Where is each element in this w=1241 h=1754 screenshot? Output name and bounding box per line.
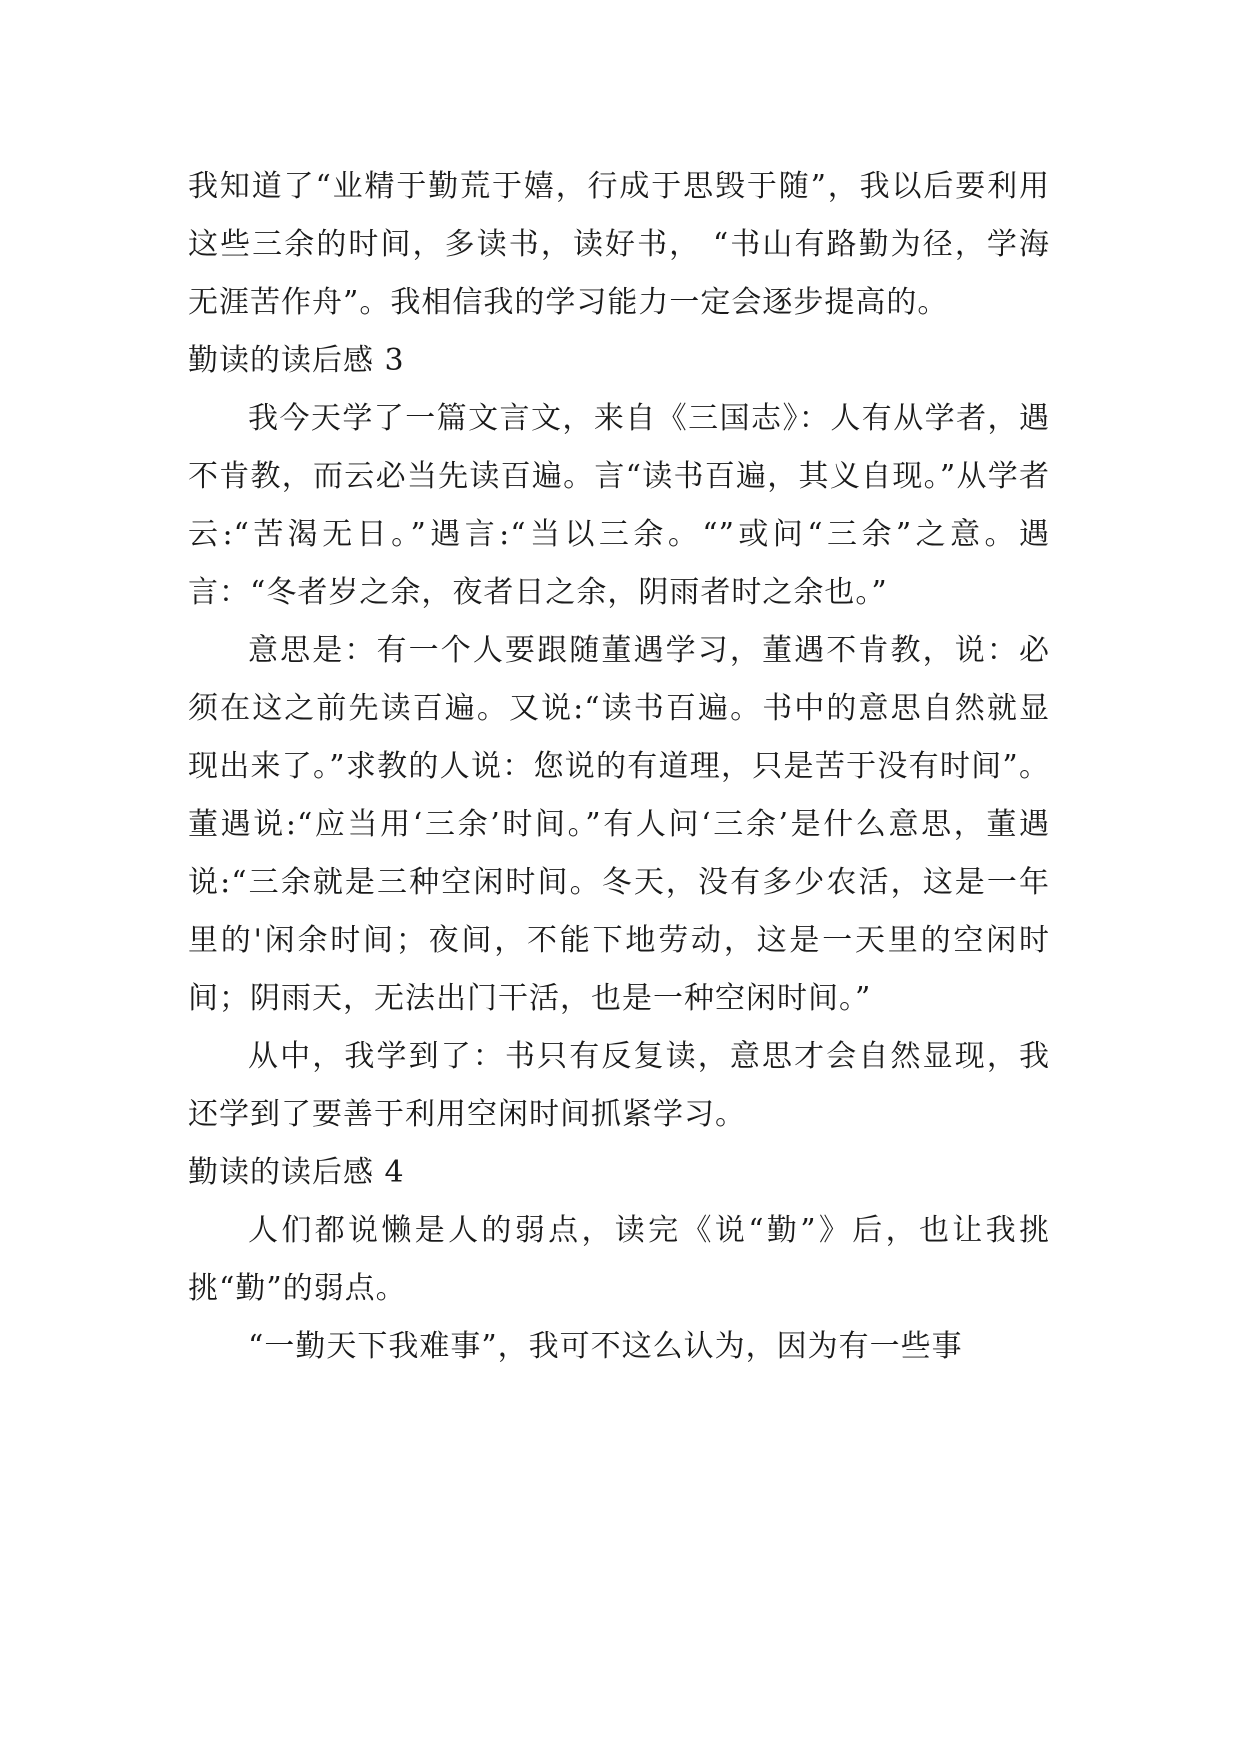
paragraph-3-3: 从中，我学到了：书只有反复读，意思才会自然显现，我还学到了要善于利用空闲时间抓紧学习。 [188, 1039, 1050, 1132]
paragraph-3-1: 我今天学了一篇文言文，来自《三国志》：人有从学者，遇不肯教，而云必当先读百遍。言“读书百遍，其义自现。”从学者云:“苦渴无日。”遇言:“当以三余。“”或问“三余”之意。遇言：“冬者岁之余，夜者日之余，阴雨者时之余也。” [188, 401, 1050, 610]
document-body [188, 158, 1050, 1376]
section-heading-4: 勤读的读后感 4 [188, 1155, 405, 1190]
paragraph-4-1: 人们都说懒是人的弱点，读完《说“勤”》后，也让我挑挑“勤”的弱点。 [188, 1213, 1050, 1306]
section-heading-3: 勤读的读后感 3 [188, 343, 405, 378]
intro-paragraph: 我知道了“业精于勤荒于嬉，行成于思毁于随”，我以后要利用这些三余的时间，多读书，读好书， “书山有路勤为径，学海无涯苦作舟”。我相信我的学习能力一定会逐步提高的。 [188, 169, 1050, 320]
paragraph-3-2: 意思是：有一个人要跟随董遇学习，董遇不肯教，说：必须在这之前先读百遍。又说:“读书百遍。书中的意思自然就显现出来了。”求教的人说：您说的有道理，只是苦于没有时间”。董遇说:“应当用‘三余’时间。”有人问‘三余’是什么意思，董遇说:“三余就是三种空闲时间。冬天，没有多少农活，这是一年里的'闲余时间；夜间，不能下地劳动，这是一天里的空闲时间；阴雨天，无法出门干活，也是一种空闲时间。” [188, 633, 1050, 1016]
paragraph-4-2: “一勤天下我难事”，我可不这么认为，因为有一些事 [248, 1329, 963, 1364]
